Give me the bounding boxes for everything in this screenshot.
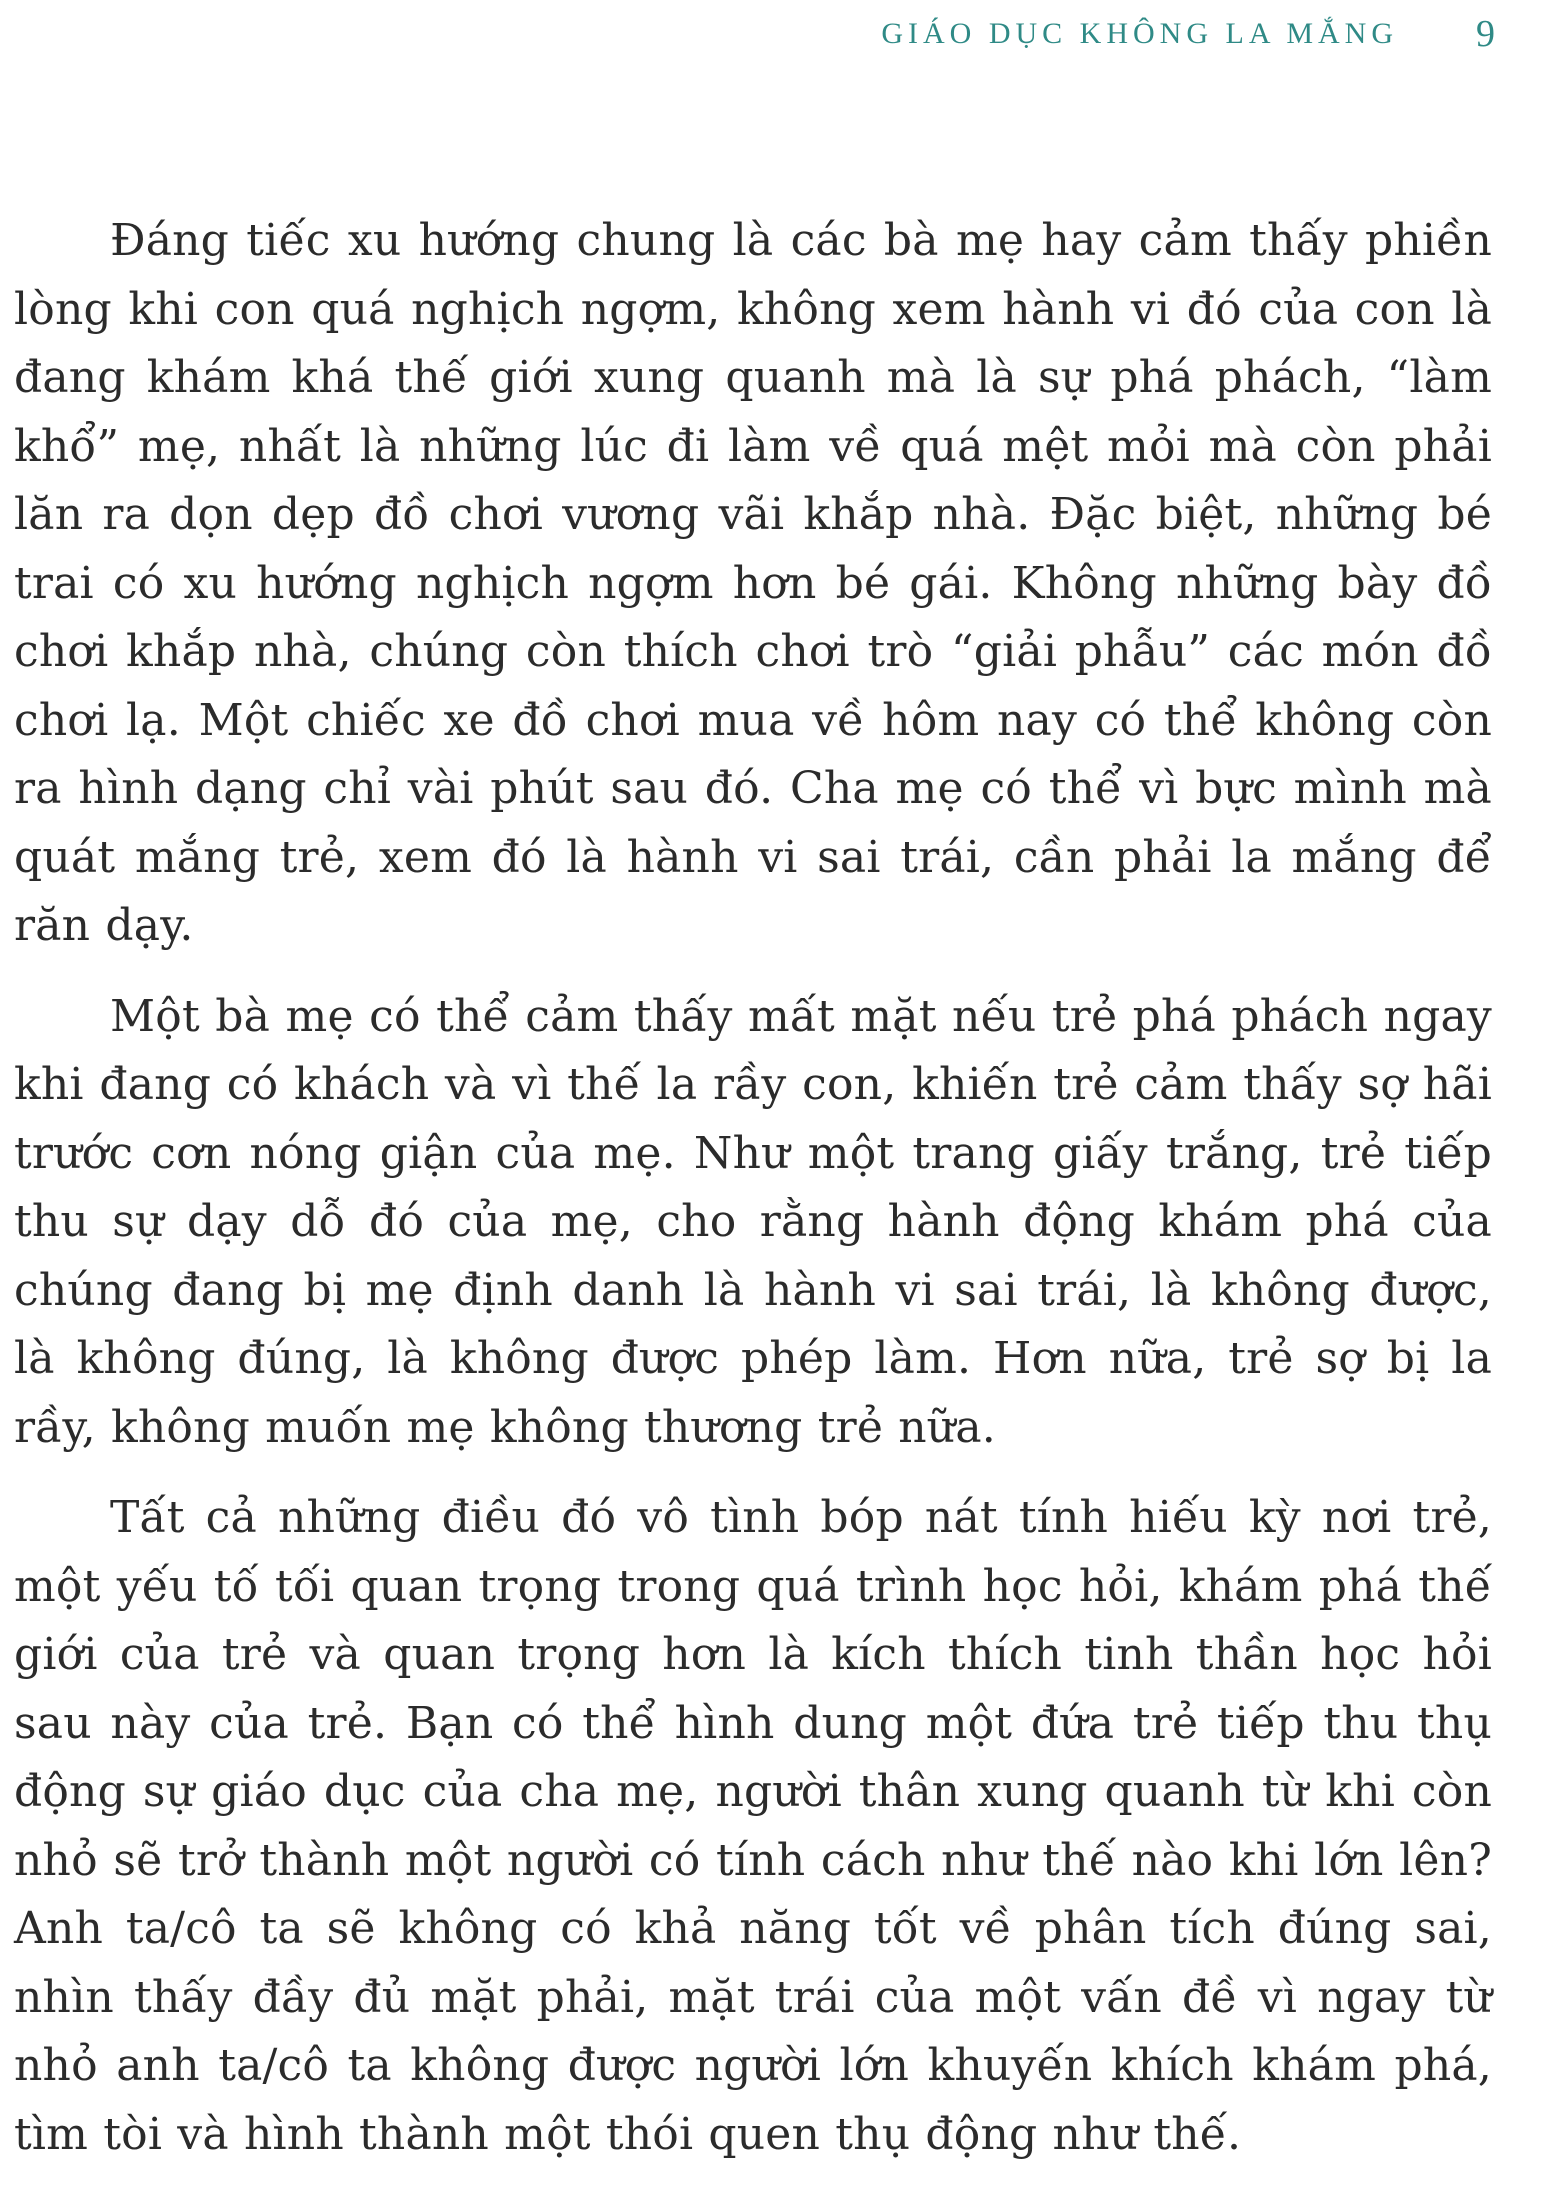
body-text bbox=[14, 207, 1492, 2191]
paragraph: Một bà mẹ có thể cảm thấy mất mặt nếu trẻ phá phách ngay khi đang có khách và vì thế la rầy con, khiến trẻ cảm thấy sợ hãi trước cơn nóng giận của mẹ. Như một trang giấy trắng, trẻ tiếp thu sự dạy dỗ đó của mẹ, cho rằng hành động khám phá của chúng đang bị mẹ định danh là hành vi sai trái, là không được, là không đúng, là không được phép làm. Hơn nữa, trẻ sợ bị la rầy, không muốn mẹ không thương trẻ nữa. bbox=[14, 990, 1492, 1453]
paragraph: Đáng tiếc xu hướng chung là các bà mẹ hay cảm thấy phiền lòng khi con quá nghịch ngợm, không xem hành vi đó của con là đang khám khá thế giới xung quanh mà là sự phá phách, “làm khổ” mẹ, nhất là những lúc đi làm về quá mệt mỏi mà còn phải lăn ra dọn dẹp đồ chơi vương vãi khắp nhà. Đặc biệt, những bé trai có xu hướng nghịch ngợm hơn bé gái. Không những bày đồ chơi khắp nhà, chúng còn thích chơi trò “giải phẫu” các món đồ chơi lạ. Một chiếc xe đồ chơi mua về hôm nay có thể không còn ra hình dạng chỉ vài phút sau đó. Cha mẹ có thể vì bực mình mà quát mắng trẻ, xem đó là hành vi sai trái, cần phải la mắng để răn dạy. bbox=[14, 215, 1492, 951]
page-number: 9 bbox=[1476, 13, 1495, 55]
running-header bbox=[0, 8, 1495, 60]
paragraph: Tất cả những điều đó vô tình bóp nát tính hiếu kỳ nơi trẻ, một yếu tố tối quan trọng trong quá trình học hỏi, khám phá thế giới của trẻ và quan trọng hơn là kích thích tinh thần học hỏi sau này của trẻ. Bạn có thể hình dung một đứa trẻ tiếp thu thụ động sự giáo dục của cha mẹ, người thân xung quanh từ khi còn nhỏ sẽ trở thành một người có tính cách như thế nào khi lớn lên? Anh ta/cô ta sẽ không có khả năng tốt về phân tích đúng sai, nhìn thấy đầy đủ mặt phải, mặt trái của một vấn đề vì ngay từ nhỏ anh ta/cô ta không được người lớn khuyến khích khám phá, tìm tòi và hình thành một thói quen thụ động như thế. bbox=[14, 1492, 1492, 2160]
book-title: GIÁO DỤC KHÔNG LA MẮNG bbox=[881, 17, 1398, 50]
